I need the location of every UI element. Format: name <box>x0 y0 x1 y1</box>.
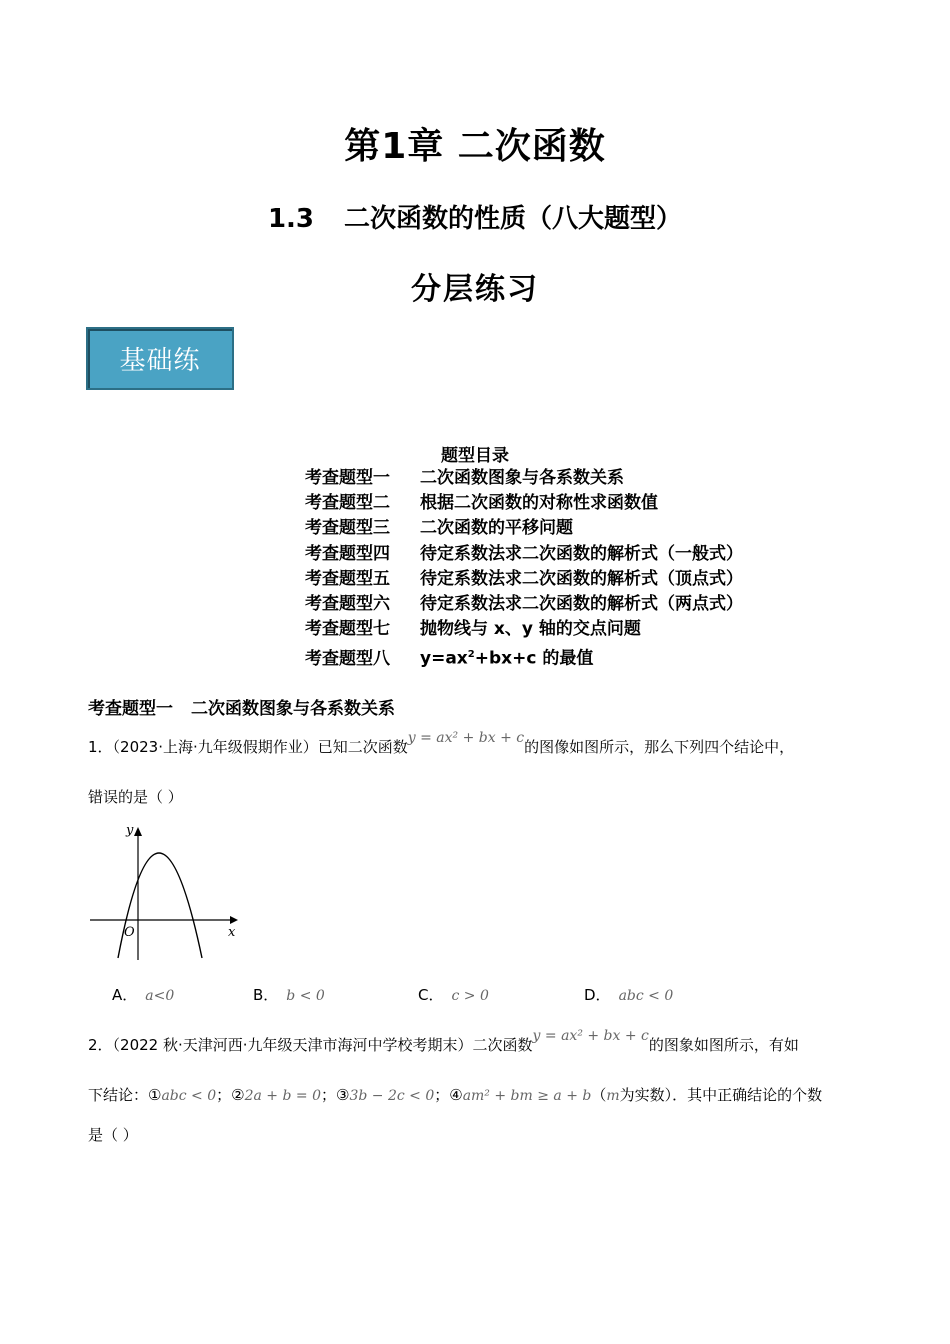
option-b[interactable]: B． b < 0 <box>253 986 325 1004</box>
question-2: 2．（2022 秋·天津河西·九年级天津市海河中学校考期末）二次函数y = ax² + bx + c的图象如图所示，有如 <box>88 1028 799 1054</box>
section-heading-type1: 考查题型一 二次函数图象与各系数关系 <box>88 699 395 719</box>
toc-item: 考查题型五 待定系数法求二次函数的解析式（顶点式） <box>305 568 743 589</box>
parabola-curve <box>118 853 202 958</box>
y-axis-label: y <box>126 823 134 838</box>
question-1-line2: 错误的是（ ） <box>88 788 183 806</box>
toc-title: 题型目录 <box>441 446 509 466</box>
question-1: 1．（2023·上海·九年级假期作业）已知二次函数y = ax² + bx + c的图像如图所示，那么下列四个结论中， <box>88 730 795 756</box>
toc-item: 考查题型一 二次函数图象与各系数关系 <box>305 468 624 488</box>
section-title: 二次函数的性质（八大题型） <box>344 204 683 234</box>
chapter-title: 第1章 二次函数 <box>344 126 606 167</box>
option-d[interactable]: D． abc < 0 <box>584 986 674 1004</box>
option-a[interactable]: A． a<0 <box>112 986 175 1004</box>
question-2-line3: 是（ ） <box>88 1126 138 1144</box>
toc-item: 考查题型六 待定系数法求二次函数的解析式（两点式） <box>305 593 743 614</box>
x-axis-label: x <box>228 925 236 940</box>
toc-item: 考查题型三 二次函数的平移问题 <box>305 518 573 539</box>
x-axis-arrow <box>230 916 238 924</box>
subtitle: 分层练习 <box>411 272 539 307</box>
option-c[interactable]: C． c > 0 <box>418 986 489 1004</box>
toc-item: 考查题型四 待定系数法求二次函数的解析式（一般式） <box>305 543 743 564</box>
level-badge: 基础练 <box>86 327 234 390</box>
section-number: 1.3 <box>267 204 315 234</box>
toc-item: 考查题型七 抛物线与 x、y 轴的交点问题 <box>305 619 641 640</box>
toc-list <box>305 466 743 668</box>
formula: y = ax² + bx + c <box>407 730 525 746</box>
toc-item: 考查题型八 $y=ax^2+bx+c$ 的最值 <box>305 648 594 669</box>
y-axis-arrow <box>134 827 142 836</box>
formula: y = ax² + bx + c <box>532 1028 649 1044</box>
section-heading <box>0 198 950 235</box>
parabola-graph <box>88 820 248 965</box>
origin-label: O <box>124 925 135 940</box>
question-2-line2: 下结论：①abc < 0；②2a + b = 0；③3b − 2c < 0；④am² + bm ≥ a + b（m为实数）．其中正确结论的个数 <box>88 1086 823 1104</box>
toc-item: 考查题型二 根据二次函数的对称性求函数值 <box>305 493 658 514</box>
